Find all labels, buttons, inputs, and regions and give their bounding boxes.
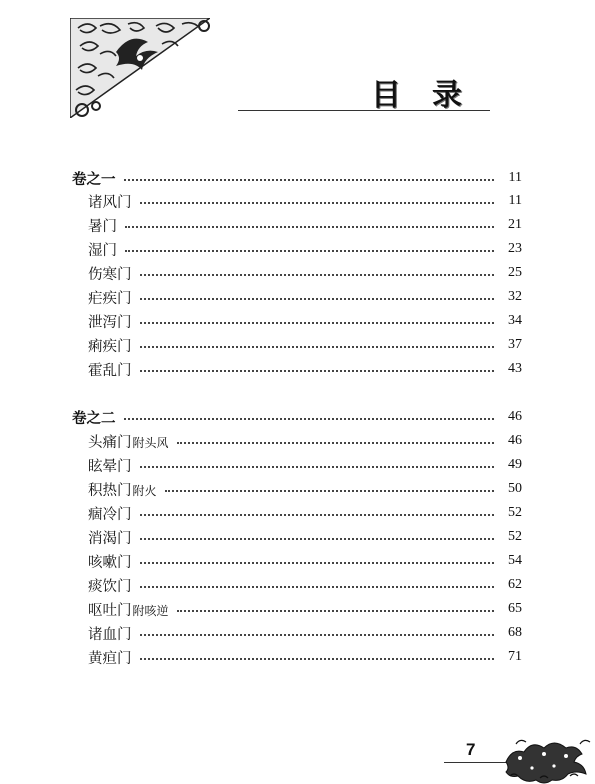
- toc-page-number: 43: [508, 361, 522, 376]
- dot-leader: [140, 370, 495, 372]
- page-title: [238, 70, 490, 116]
- toc-page-number: 37: [508, 337, 522, 352]
- toc-entry[interactable]: [88, 622, 522, 644]
- toc-page-number: 11: [508, 193, 522, 208]
- toc-entry-title: 呕吐门: [88, 602, 132, 619]
- toc-page-number: 49: [508, 457, 522, 472]
- toc-entry-label: 痰饮门: [88, 578, 132, 595]
- toc-entry[interactable]: [88, 646, 522, 668]
- dot-leader: [125, 226, 494, 228]
- toc-entry-label: [88, 479, 157, 500]
- toc-page-number: 62: [508, 577, 522, 592]
- toc-page-number: 50: [508, 481, 522, 496]
- toc-entry-label: 疟疾门: [88, 290, 132, 307]
- toc-entry-label: 痢疾门: [88, 338, 132, 355]
- dot-leader: [140, 466, 495, 468]
- toc-entry[interactable]: [88, 310, 522, 332]
- toc-volume-2[interactable]: [72, 406, 522, 428]
- dot-leader: [124, 418, 495, 420]
- page-number: 7: [466, 740, 476, 759]
- dot-leader: [140, 274, 495, 276]
- toc-entry-label: [88, 431, 169, 452]
- toc-entry[interactable]: [88, 190, 522, 212]
- toc-volume-label: 卷之二: [72, 409, 116, 427]
- toc-entry[interactable]: [88, 502, 522, 524]
- toc-entry-appendix: 附火: [132, 483, 157, 498]
- toc-entry[interactable]: [88, 574, 522, 596]
- toc-entry[interactable]: [88, 598, 522, 620]
- toc-page-number: 52: [508, 529, 522, 544]
- toc-entry[interactable]: [88, 334, 522, 356]
- dot-leader: [140, 322, 495, 324]
- toc-entry-appendix: 附咳逆: [132, 603, 169, 618]
- toc-volume-label: 卷之一: [72, 170, 116, 188]
- toc-page-number: 25: [508, 265, 522, 280]
- footer-rule: [444, 762, 506, 763]
- dot-leader: [177, 442, 494, 444]
- toc-entry[interactable]: [88, 478, 522, 500]
- dot-leader: [140, 562, 495, 564]
- title-char-lu: 录: [432, 78, 462, 113]
- toc-page-number: 11: [508, 170, 522, 185]
- dot-leader: [140, 298, 495, 300]
- dot-leader: [140, 514, 495, 516]
- toc-page-number: 52: [508, 505, 522, 520]
- toc-entry-label: 泄泻门: [88, 314, 132, 331]
- toc-entry-title: 头痛门: [88, 434, 132, 451]
- dot-leader: [140, 586, 495, 588]
- toc-entry-label: 暑门: [88, 218, 117, 235]
- toc-entry[interactable]: [88, 286, 522, 308]
- toc-page-number: 34: [508, 313, 522, 328]
- toc-page-number: 68: [508, 625, 522, 640]
- dot-leader: [140, 202, 495, 204]
- dot-leader: [140, 346, 495, 348]
- toc-entry[interactable]: [88, 526, 522, 548]
- toc-entry[interactable]: [88, 262, 522, 284]
- toc-entry[interactable]: [88, 214, 522, 236]
- title-underline: [238, 110, 490, 111]
- toc-entry-label: 消渴门: [88, 530, 132, 547]
- title-char-mu: 目: [371, 78, 401, 113]
- toc-entry-appendix: 附头风: [132, 435, 169, 450]
- toc-entry[interactable]: [88, 454, 522, 476]
- toc-entry-label: 伤寒门: [88, 266, 132, 283]
- toc-volume-1[interactable]: [72, 167, 522, 189]
- dot-leader: [140, 634, 495, 636]
- toc-entry-label: 眩晕门: [88, 458, 132, 475]
- toc-entry-label: 咳嗽门: [88, 554, 132, 571]
- toc-page-number: 54: [508, 553, 522, 568]
- toc-entry[interactable]: [88, 358, 522, 380]
- dragon-icon: [500, 732, 594, 784]
- toc-page-number: 65: [508, 601, 522, 616]
- toc-entry[interactable]: [88, 238, 522, 260]
- toc-page-number: 46: [508, 409, 522, 424]
- dot-leader: [140, 658, 495, 660]
- toc-entry-label: 黄疸门: [88, 650, 132, 667]
- toc-entry[interactable]: [88, 430, 522, 452]
- toc-page-number: 23: [508, 241, 522, 256]
- toc-entry-label: 诸风门: [88, 194, 132, 211]
- toc-entry-label: [88, 599, 169, 620]
- toc-page-number: 21: [508, 217, 522, 232]
- dot-leader: [165, 490, 494, 492]
- dot-leader: [140, 538, 495, 540]
- page-footer: [444, 732, 594, 784]
- cloud-pattern-corner-icon: [70, 18, 210, 118]
- toc-entry[interactable]: [88, 550, 522, 572]
- dot-leader: [124, 179, 495, 181]
- toc-entry-label: 诸血门: [88, 626, 132, 643]
- toc-page-number: 32: [508, 289, 522, 304]
- toc-entry-label: 痼冷门: [88, 506, 132, 523]
- dot-leader: [177, 610, 494, 612]
- toc-entry-label: 霍乱门: [88, 362, 132, 379]
- dot-leader: [125, 250, 494, 252]
- toc-entry-label: 湿门: [88, 242, 117, 259]
- toc-entry-title: 积热门: [88, 482, 132, 499]
- toc-page-number: 71: [508, 649, 522, 664]
- toc-page-number: 46: [508, 433, 522, 448]
